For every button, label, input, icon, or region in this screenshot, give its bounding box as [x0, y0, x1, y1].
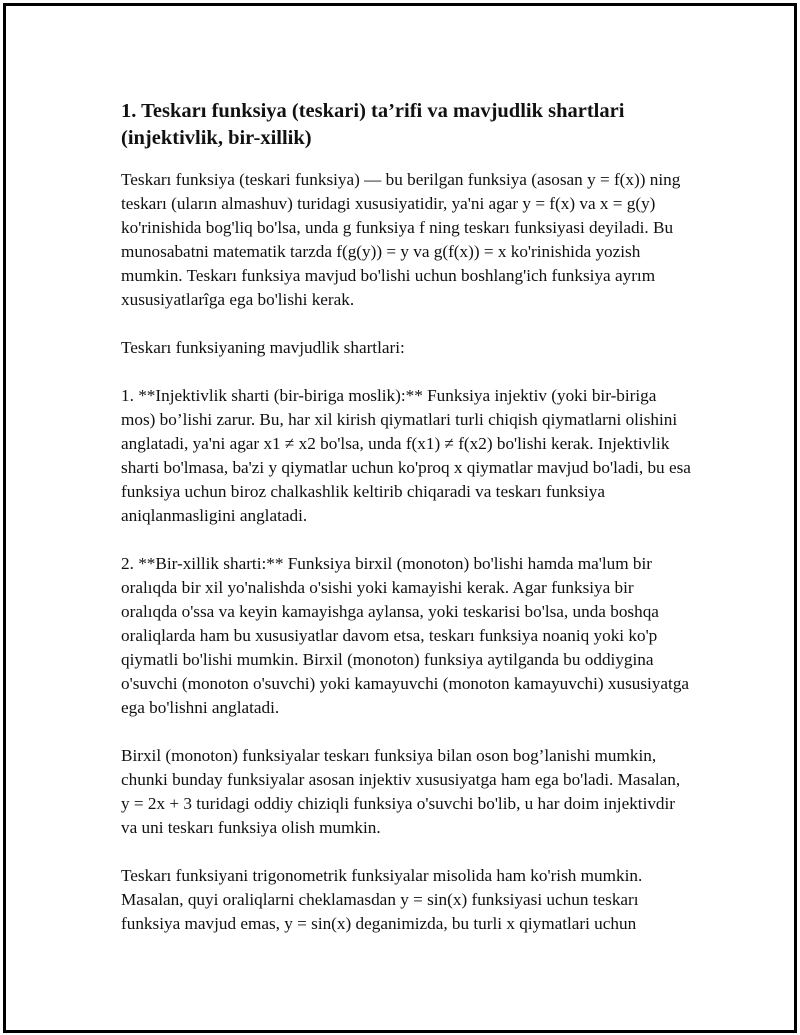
- document-body: [121, 98, 691, 960]
- section-heading: 1. Teskarı funksiya (teskari) ta’rifi va mavjudlik shartlari (injektivlik, bir-xillik): [121, 100, 625, 149]
- paragraph-definition: Teskarı funksiya (teskari funksiya) — bu berilgan funksiya (asosan y = f(x)) ning teskarı (uların almashuv) turidagi xususiyatidir, ya'ni agar y = f(x) va x = g(y) ko'rinishida bog'liq bo'lsa, unda g funksiya f ning teskarı funksiyasi deyiladi. Bu munosabatni matematik tarzda f(g(y)) = y va g(f(x)) = x ko'rinishida yozish mumkin. Teskarı funksiya mavjud bo'lishi uchun boshlang'ich funksiya ayrım xususiyatlarîga ega bo'lishi kerak.: [121, 170, 681, 309]
- paragraph-injectivity: 1. **Injektivlik sharti (bir-biriga moslik):** Funksiya injektiv (yoki bir-biriga mos) bo’lishi zarur. Bu, har xil kirish qiymatlari turli chiqish qiymatlarni olishini anglatadi, ya'ni agar x1 ≠ x2 bo'lsa, unda f(x1) ≠ f(x2) bo'lishi kerak. Injektivlik sharti bo'lmasa, ba'zi y qiymatlar uchun ko'proq x qiymatlar mavjud bo'ladi, bu esa funksiya uchun biroz chalkashlik keltirib chiqaradi va teskarı funksiya aniqlanmasligini anglatadi.: [121, 386, 691, 525]
- paragraph-trigonometric: Teskarı funksiyani trigonometrik funksiyalar misolida ham ko'rish mumkin. Masalan, quyi oraliqlarni cheklamasdan y = sin(x) funksiyasi uchun teskarı funksiya mavjud emas, y = sin(x) deganimizda, bu turli x qiymatlari uchun: [121, 866, 643, 933]
- paragraph-monotonicity: 2. **Bir-xillik sharti:** Funksiya birxil (monoton) bo'lishi hamda ma'lum bir oralıqda bir xil yo'nalishda o'sishi yoki kamayishi kerak. Agar funksiya bir oralıqda o'ssa va keyin kamayishga aylansa, yoki teskarisi bo'lsa, unda boshqa oraliqlarda ham bu xususiyatlar davom etsa, teskarı funksiya noaniq yoki ko'p qiymatli bo'lishi mumkin. Birxil (monoton) funksiya aytilganda bu oddiygina o'suvchi (monoton o'suvchi) yoki kamayuvchi (monoton kamayuvchi) xususiyatga ega bo'lishni anglatadi.: [121, 554, 690, 717]
- page-frame: [3, 3, 797, 1033]
- paragraph-conditions-intro: Teskarı funksiyaning mavjudlik shartlari:: [121, 338, 405, 357]
- paragraph-monotone-example: Birxil (monoton) funksiyalar teskarı funksiya bilan oson bog’lanishi mumkin, chunki bunday funksiyalar asosan injektiv xususiyatga ham ega bo'ladi. Masalan, y = 2x + 3 turidagi oddiy chiziqli funksiya o'suvchi bo'lib, u har doim injektivdir va uni teskarı funksiya olish mumkin.: [121, 746, 681, 837]
